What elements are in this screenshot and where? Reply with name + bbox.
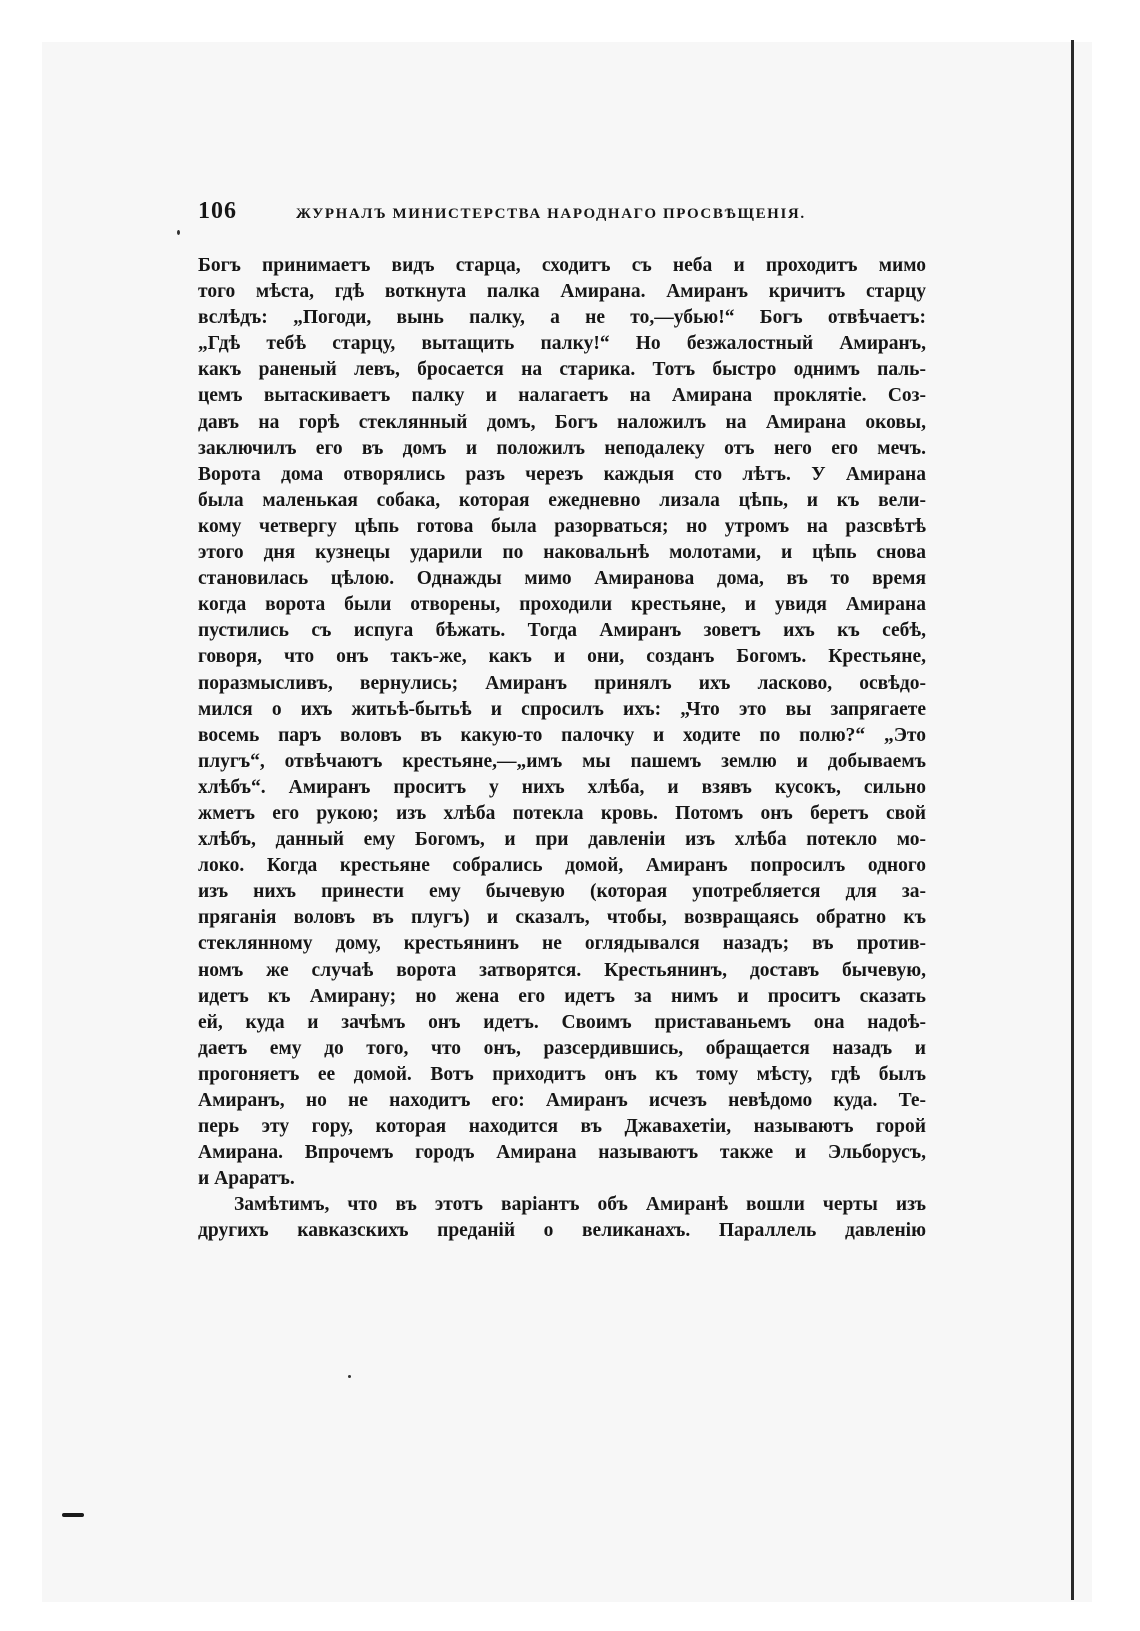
text-line: локо. Когда крестьяне собрались домой, Амиранъ попросилъ одного — [198, 855, 926, 877]
text-line: того мѣста, гдѣ воткнута палка Амирана. Амиранъ кричитъ старцу — [198, 281, 926, 303]
text-line: изъ нихъ принести ему бычевую (которая употребляется для за- — [198, 881, 926, 903]
text-line: вслѣдъ: „Погоди, вынь палку, а не то,—убью!“ Богъ отвѣчаетъ: — [198, 307, 926, 329]
text-line: Ворота дома отворялись разъ черезъ каждыя сто лѣтъ. У Амирана — [198, 463, 926, 485]
text-line: хлѣбъ“. Амиранъ проситъ у нихъ хлѣба, и взявъ кусокъ, сильно — [198, 776, 926, 798]
text-line: пряганія воловъ въ плугъ) и сказалъ, чтобы, возвращаясь обратно къ — [198, 907, 926, 929]
text-line: даетъ ему до того, что онъ, разсердившись, обращается назадъ и — [198, 1037, 926, 1059]
text-line: мился о ихъ житьѣ-бытьѣ и спросилъ ихъ: „Что это вы запрягаете — [198, 698, 926, 720]
text-line: цемъ вытаскиваетъ палку и налагаетъ на Амирана проклятіе. Соз- — [198, 385, 926, 407]
speck-mark — [348, 1375, 351, 1378]
running-header — [198, 198, 918, 232]
text-line: давъ на горѣ стеклянный домъ, Богъ наложилъ на Амирана оковы, — [198, 411, 926, 433]
text-line: и Араратъ. — [198, 1168, 295, 1190]
text-line: хлѣбъ, данный ему Богомъ, и при давленіи изъ хлѣба потекло мо- — [198, 829, 926, 851]
text-line: была маленькая собака, которая ежедневно лизала цѣпь, и къ вели- — [198, 489, 926, 511]
text-line: говоря, что онъ такъ-же, какъ и они, созданъ Богомъ. Крестьяне, — [198, 646, 926, 668]
text-line: стеклянному дому, крестьянинъ не оглядывался назадъ; въ против- — [198, 933, 926, 955]
text-line: идетъ къ Амирану; но жена его идетъ за нимъ и проситъ сказать — [198, 985, 926, 1007]
speck-mark — [177, 230, 180, 235]
text-line: номъ же случаѣ ворота затворятся. Крестьянинъ, доставъ бычевую, — [198, 959, 926, 981]
text-line: Амиранъ, но не находитъ его: Амиранъ исчезъ невѣдомо куда. Те- — [198, 1090, 926, 1111]
running-title: ЖУРНАЛЪ МИНИСТЕРСТВА НАРОДНАГО ПРОСВѢЩЕНІЯ. — [296, 206, 806, 222]
text-line: Замѣтимъ, что въ этотъ варіантъ объ Амиранѣ вошли черты изъ — [234, 1194, 926, 1216]
text-line: восемь паръ воловъ въ какую-то палочку и ходите по полю?“ „Это — [198, 724, 926, 746]
text-line: какъ раненый левъ, бросается на старика. Тотъ быстро однимъ паль- — [198, 359, 926, 381]
margin-mark — [62, 1513, 84, 1517]
text-line: этого дня кузнецы ударили по наковальнѣ молотами, и цѣпь снова — [198, 542, 926, 564]
text-line: поразмысливъ, вернулись; Амиранъ принялъ ихъ ласково, освѣдо- — [198, 672, 926, 694]
text-line: Богъ принимаетъ видъ старца, сходитъ съ неба и проходитъ мимо — [198, 255, 926, 276]
text-line: кому четвергу цѣпь готова была разорваться; но утромъ на разсвѣтѣ — [198, 515, 926, 537]
text-line: Амирана. Впрочемъ городъ Амирана называютъ также и Эльборусъ, — [198, 1142, 926, 1164]
text-line: прогоняетъ ее домой. Вотъ приходитъ онъ къ тому мѣсту, гдѣ былъ — [198, 1063, 926, 1085]
text-line: становилась цѣлою. Однажды мимо Амиранова дома, въ то время — [198, 568, 926, 590]
text-line: заключилъ его въ домъ и положилъ неподалеку отъ него его мечъ. — [198, 437, 926, 459]
text-line: жметъ его рукою; изъ хлѣба потекла кровь. Потомъ онъ беретъ свой — [198, 802, 926, 824]
body-text — [198, 253, 926, 1245]
text-line: когда ворота были отворены, проходили крестьяне, и увидя Амирана — [198, 594, 926, 616]
text-line: перь эту гору, которая находится въ Джавахетіи, называютъ горой — [198, 1116, 926, 1138]
page-number: 106 — [198, 198, 237, 224]
text-line: ей, куда и зачѣмъ онъ идетъ. Своимъ приставаньемъ она надоѣ- — [198, 1011, 926, 1033]
text-line: „Гдѣ тебѣ старцу, вытащить палку!“ Но безжалостный Амиранъ, — [198, 333, 926, 355]
page-edge-line — [1071, 40, 1074, 1600]
text-line: другихъ кавказскихъ преданій о великанахъ. Параллель давленію — [198, 1220, 926, 1242]
text-line: плугъ“, отвѣчаютъ крестьяне,—„имъ мы пашемъ землю и добываемъ — [198, 750, 926, 772]
text-line: пустились съ испуга бѣжать. Тогда Амиранъ зоветъ ихъ къ себѣ, — [198, 620, 926, 642]
